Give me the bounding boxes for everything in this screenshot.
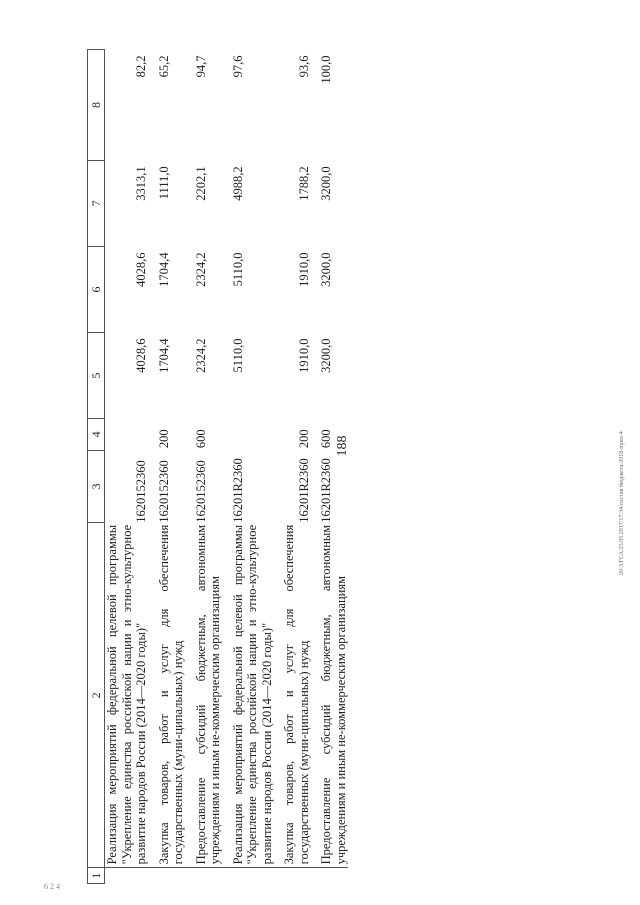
row-col-5: 1910,0 — [296, 338, 311, 373]
row-description: Закупка товаров, работ и услуг для обеспечения государственных (муни-ципальных) нужд — [282, 523, 311, 868]
row-col-1 — [194, 868, 223, 884]
row-vr: 200 — [156, 429, 171, 449]
row-code: 16201R2360 — [319, 458, 333, 523]
row-col-1 — [282, 868, 311, 884]
table-row — [105, 50, 149, 884]
row-col-1 — [105, 868, 149, 884]
page-number: 188 — [335, 435, 350, 457]
header-col-1: 1 — [88, 868, 105, 884]
row-description: Предоставление субсидий бюджетным, автономным учреждениям и иным не-коммерческим организациям — [319, 523, 348, 868]
row-code: 16201R2360 — [296, 458, 311, 523]
row-col-7: 4988,2 — [230, 166, 245, 201]
row-code: 16201R2360 — [230, 458, 245, 523]
row-description: Реализация мероприятий федеральной целевой программы "Укрепление единства российской нации и этно-культурное развитие народов России (2014—2020 годы)" — [105, 523, 149, 868]
row-col-6: 1910,0 — [296, 252, 311, 287]
row-vr — [231, 419, 275, 451]
side-note: 20-3/ГСА/23.05.2017/17:34/состав бюджета-2018-прил-4 — [619, 431, 625, 575]
row-spacer — [149, 50, 157, 884]
header-col-2: 2 — [88, 523, 105, 868]
row-code: 1620152360 — [134, 460, 148, 523]
header-col-6: 6 — [88, 246, 105, 332]
table-row — [282, 50, 311, 884]
row-vr: 600 — [319, 429, 333, 449]
row-spacer — [186, 50, 194, 884]
row-description: Предоставление субсидий бюджетным, автономным учреждениям и иным не-коммерческим организациям — [194, 523, 223, 868]
header-col-5: 5 — [88, 333, 105, 419]
table-row — [194, 50, 223, 884]
row-vr: 600 — [193, 429, 208, 449]
row-spacer — [223, 50, 231, 884]
row-col-8: 93,6 — [296, 55, 311, 78]
row-col-8: 94,7 — [193, 55, 208, 78]
row-col-8: 65,2 — [156, 55, 171, 78]
row-vr: 200 — [296, 429, 311, 449]
row-col-1 — [319, 868, 348, 884]
table-row — [157, 50, 186, 884]
budget-table — [87, 49, 348, 884]
row-description: Реализация мероприятий федеральной целевой программы "Укрепление единства российской нации и этно-культурное развитие народов России (2014—2020 годы)" — [231, 523, 275, 868]
row-col-8: 100,0 — [319, 55, 333, 84]
row-col-7: 3200,0 — [319, 166, 333, 201]
row-code: 1620152360 — [193, 460, 208, 523]
header-col-8: 8 — [88, 50, 105, 161]
header-row — [88, 50, 105, 884]
table-row — [231, 50, 275, 884]
row-spacer — [274, 50, 282, 884]
row-col-5: 4028,6 — [134, 338, 148, 373]
row-col-7: 1788,2 — [296, 166, 311, 201]
row-col-6: 1704,4 — [156, 252, 171, 287]
row-col-1 — [231, 868, 275, 884]
row-col-5: 3200,0 — [319, 338, 333, 373]
row-col-5: 5110,0 — [230, 338, 245, 373]
row-vr — [105, 419, 149, 451]
row-col-5: 2324,2 — [193, 338, 208, 373]
row-col-6: 3200,0 — [319, 252, 333, 287]
header-col-7: 7 — [88, 160, 105, 246]
row-col-8: 82,2 — [134, 55, 148, 78]
table-row — [319, 50, 348, 884]
row-col-5: 1704,4 — [156, 338, 171, 373]
row-col-7: 2202,1 — [193, 166, 208, 201]
row-spacer — [311, 50, 319, 884]
corner-mark: 6 2 4 — [44, 882, 60, 891]
row-code: 1620152360 — [156, 460, 171, 523]
row-col-7: 3313,1 — [134, 166, 148, 201]
row-col-1 — [157, 868, 186, 884]
row-description: Закупка товаров, работ и услуг для обеспечения государственных (муни-ципальных) нужд — [157, 523, 186, 868]
row-col-8: 97,6 — [230, 55, 245, 78]
row-col-6: 4028,6 — [134, 252, 148, 287]
header-col-3: 3 — [88, 450, 105, 523]
header-col-4: 4 — [88, 419, 105, 451]
row-col-6: 2324,2 — [193, 252, 208, 287]
row-col-7: 1111,0 — [156, 166, 171, 200]
row-col-6: 5110,0 — [230, 252, 245, 287]
